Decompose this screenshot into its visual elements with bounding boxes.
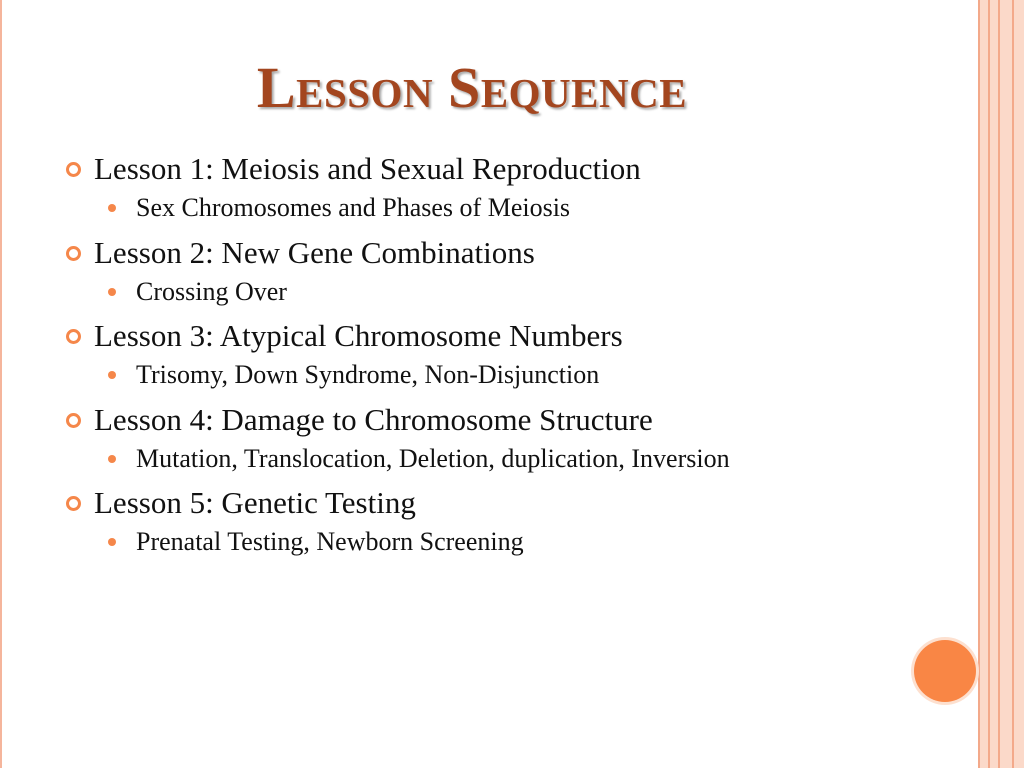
- lesson-item: [64, 484, 934, 521]
- lesson-label: Lesson 5: Genetic Testing: [94, 485, 416, 520]
- right-decorative-line: [978, 0, 980, 768]
- lesson-label: Lesson 2: New Gene Combinations: [94, 234, 535, 270]
- lesson-subitem: [64, 191, 806, 225]
- slide-title: Lesson Sequence: [256, 55, 688, 120]
- decorative-circle-icon: [914, 640, 976, 702]
- dot-bullet-icon: [108, 371, 116, 379]
- right-decorative-band: [980, 0, 1024, 768]
- ring-bullet-icon: [66, 329, 81, 344]
- ring-bullet-icon: [66, 413, 81, 428]
- right-decorative-line: [998, 0, 1000, 768]
- ring-bullet-icon: [66, 496, 81, 511]
- lesson-item: [64, 401, 934, 438]
- lesson-sub-label: Sex Chromosomes and Phases of Meiosis: [136, 193, 571, 223]
- lesson-sub-label: Mutation, Translocation, Deletion, duplication, Inversion: [136, 443, 730, 473]
- right-decorative-line: [1012, 0, 1014, 768]
- ring-bullet-icon: [66, 162, 81, 177]
- lesson-sub-label: Trisomy, Down Syndrome, Non-Disjunction: [136, 360, 600, 390]
- lesson-label: Lesson 1: Meiosis and Sexual Reproduction: [94, 151, 641, 186]
- lesson-item: [64, 150, 934, 187]
- dot-bullet-icon: [108, 538, 116, 546]
- lesson-subitem: [64, 525, 806, 559]
- ring-bullet-icon: [66, 246, 81, 261]
- right-decorative-line: [988, 0, 990, 768]
- lesson-label: Lesson 4: Damage to Chromosome Structure: [94, 401, 653, 437]
- lesson-subitem: [64, 442, 806, 476]
- lesson-item: [64, 317, 934, 354]
- dot-bullet-icon: [108, 455, 116, 463]
- lesson-item: [64, 234, 934, 271]
- dot-bullet-icon: [108, 288, 116, 296]
- lesson-subitem: [64, 275, 806, 309]
- lesson-sub-label: Crossing Over: [136, 276, 287, 306]
- lesson-subitem: [64, 358, 806, 392]
- lesson-sub-label: Prenatal Testing, Newborn Screening: [136, 527, 524, 557]
- lesson-label: Lesson 3: Atypical Chromosome Numbers: [94, 318, 623, 353]
- dot-bullet-icon: [108, 204, 116, 212]
- bullet-list: [64, 142, 934, 566]
